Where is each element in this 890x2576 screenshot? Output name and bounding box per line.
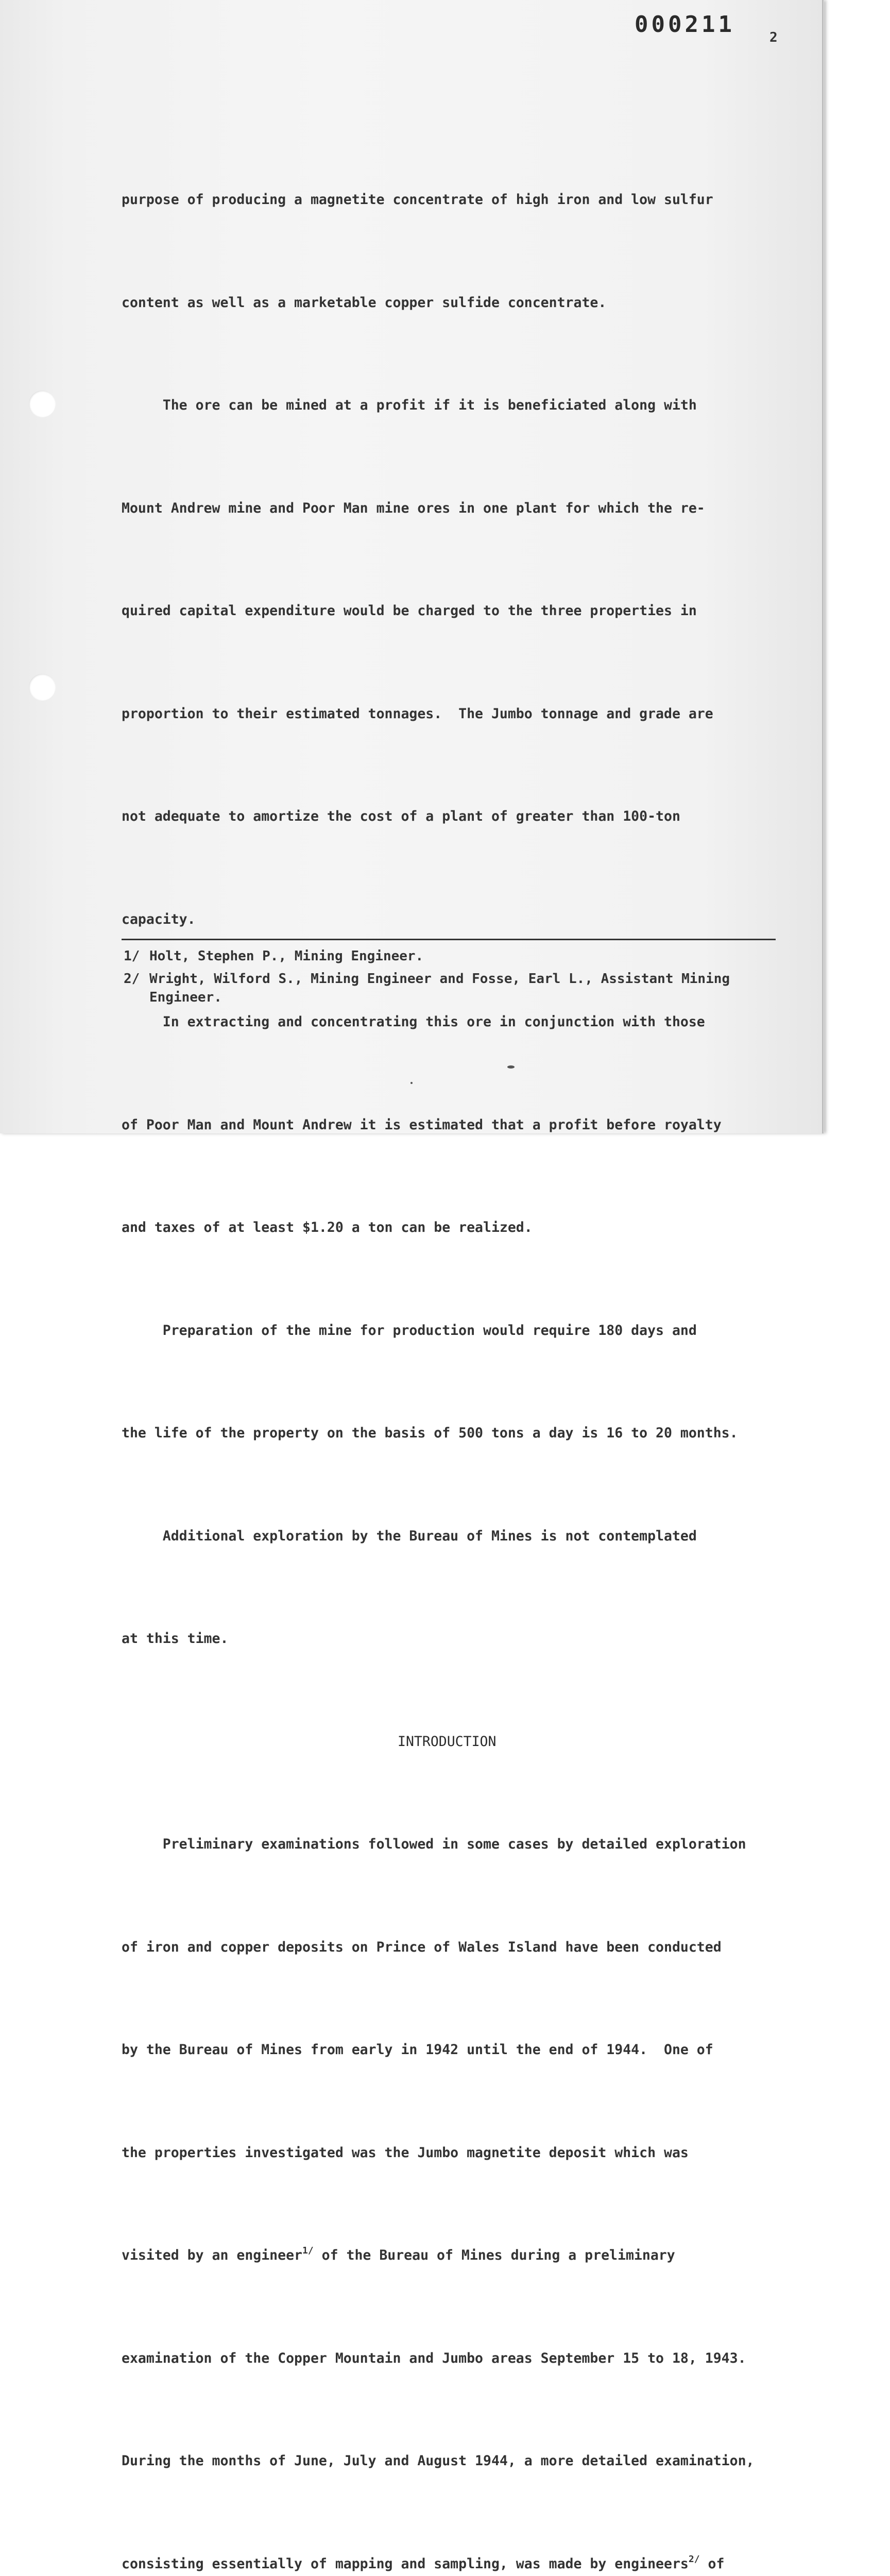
text-line: Mount Andrew mine and Poor Man mine ores in one plant for which the re-: [122, 492, 796, 526]
text-line: purpose of producing a magnetite concentrate of high iron and low sulfur: [122, 183, 796, 217]
text-line: capacity.: [122, 903, 796, 937]
footnote-text: Wright, Wilford S., Mining Engineer and Fosse, Earl L., Assistant Mining Engineer.: [149, 970, 730, 1007]
text-line: Preparation of the mine for production would require 180 days and: [122, 1314, 796, 1348]
body-text: [122, 114, 796, 2576]
page-edge: [822, 0, 824, 1133]
page-number: 2: [769, 30, 778, 45]
scan-mark: [410, 1082, 413, 1084]
text-line: Additional exploration by the Bureau of Mines is not contemplated: [122, 1519, 796, 1554]
text-line: [122, 2547, 796, 2576]
footnote: [124, 970, 793, 1007]
footnotes: [124, 947, 793, 1011]
text-line: of iron and copper deposits on Prince of Wales Island have been conducted: [122, 1930, 796, 1965]
text-line: The ore can be mined at a profit if it is beneficiated along with: [122, 388, 796, 423]
punch-hole: [29, 674, 56, 701]
text-line: content as well as a marketable copper sulfide concentrate.: [122, 286, 796, 320]
footnote-ref: 2/: [689, 2554, 700, 2565]
text-segment: of: [700, 2556, 725, 2572]
text-segment: visited by an engineer: [122, 2247, 302, 2263]
text-line: examination of the Copper Mountain and Jumbo areas September 15 to 18, 1943.: [122, 2342, 796, 2376]
text-line: During the months of June, July and August 1944, a more detailed examination,: [122, 2444, 796, 2479]
footnote-divider: [122, 939, 776, 940]
text-line: Preliminary examinations followed in some cases by detailed exploration: [122, 1827, 796, 1862]
text-line: In extracting and concentrating this ore in conjunction with those: [122, 1005, 796, 1040]
text-line: and taxes of at least $1.20 a ton can be realized.: [122, 1211, 796, 1245]
footnote-text: Holt, Stephen P., Mining Engineer.: [149, 947, 423, 965]
text-line: by the Bureau of Mines from early in 1942 until the end of 1944. One of: [122, 2033, 796, 2067]
text-line: [122, 2239, 796, 2273]
text-line: the properties investigated was the Jumbo magnetite deposit which was: [122, 2136, 796, 2171]
text-line: of Poor Man and Mount Andrew it is estimated that a profit before royalty: [122, 1108, 796, 1143]
text-segment: consisting essentially of mapping and sampling, was made by engineers: [122, 2556, 689, 2572]
text-line: the life of the property on the basis of 500 tons a day is 16 to 20 months.: [122, 1416, 796, 1451]
footnote-mark: 2/: [124, 970, 149, 1007]
text-line: proportion to their estimated tonnages. The Jumbo tonnage and grade are: [122, 697, 796, 732]
text-line: at this time.: [122, 1622, 796, 1656]
text-line: quired capital expenditure would be charged to the three properties in: [122, 594, 796, 629]
document-page: [0, 0, 824, 1133]
punch-hole: [29, 391, 56, 417]
footnote: [124, 947, 793, 965]
scan-mark: [507, 1065, 515, 1069]
footnote-mark: 1/: [124, 947, 149, 965]
footnote-ref: 1/: [302, 2245, 314, 2256]
section-heading: INTRODUCTION: [122, 1725, 796, 1759]
text-line: not adequate to amortize the cost of a plant of greater than 100-ton: [122, 800, 796, 834]
text-segment: of the Bureau of Mines during a preliminary: [314, 2247, 675, 2263]
document-stamp-number: 000211: [635, 11, 735, 38]
